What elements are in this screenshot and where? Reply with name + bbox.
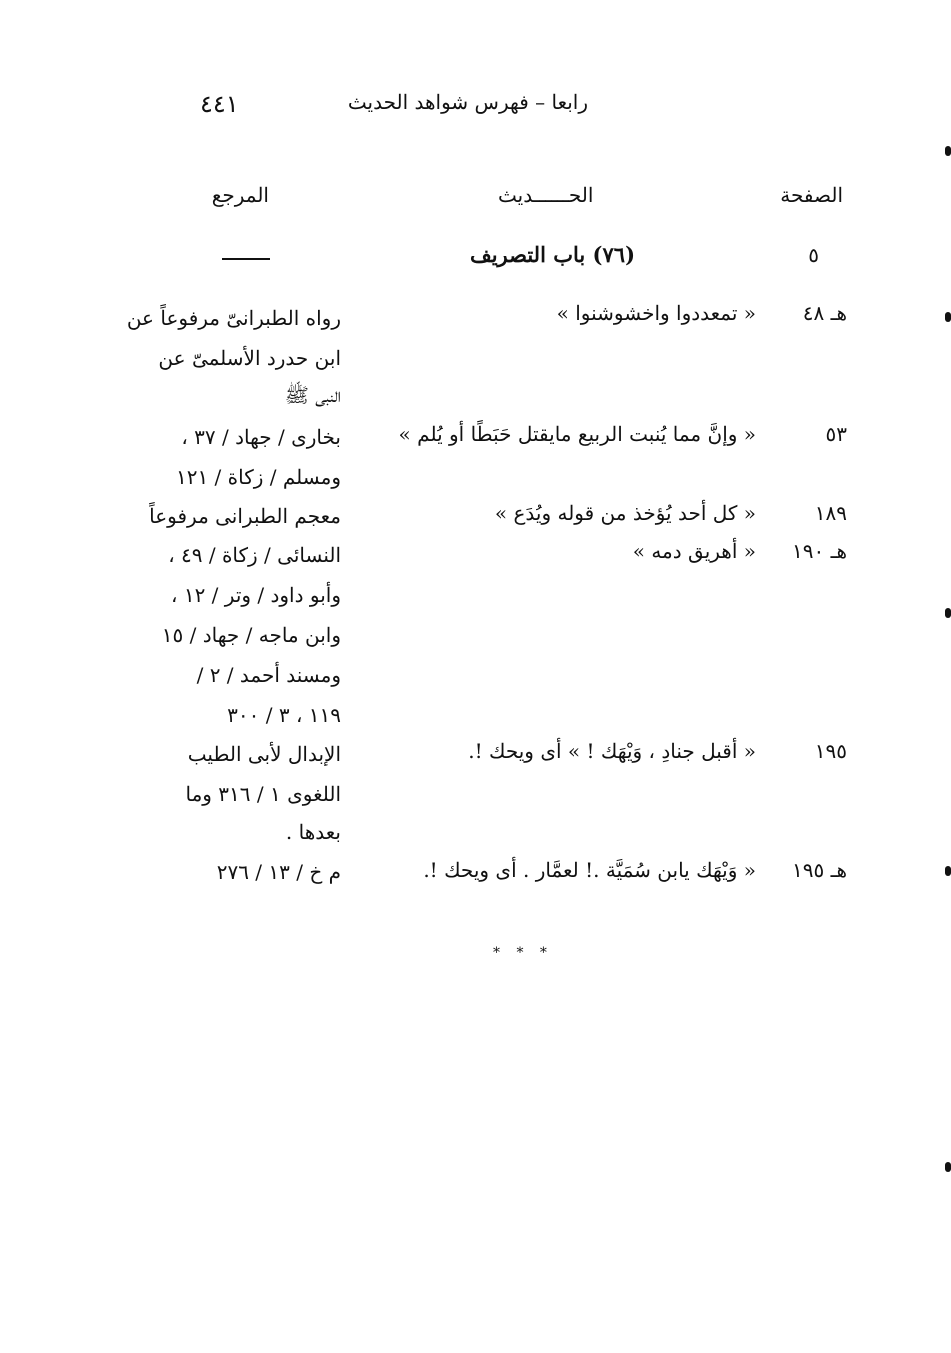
entry-page: ١٨٩ [814,501,847,525]
column-header-reference: المرجع [211,183,269,207]
scan-edge-mark [945,608,951,618]
chapter-page: ٥ [808,243,819,267]
scan-edge-mark [945,312,951,322]
entry-hadith: « تمعددوا واخشوشنوا » [556,301,756,325]
entry-page: ١٩٥ [814,739,847,763]
entry-reference-line: الإبدال لأبى الطيب [187,742,341,766]
end-ornament: * * * [493,945,553,961]
column-header-page: الصفحة [780,183,843,207]
entry-reference-line: بعدها . [285,820,341,844]
entry-page: هـ ٤٨ [802,301,847,325]
entry-page: هـ ١٩٠ [792,539,847,563]
scan-edge-mark [945,1162,951,1172]
entry-reference-line: وأبو داود / وتر / ١٢ ، [171,583,341,607]
entry-reference-line: م خ / ١٣ / ٢٧٦ [216,860,341,884]
entry-hadith: « وإنَّ مما يُنبت الربيع مايقتل حَبَطًا أو يُلم » [398,422,756,446]
scan-edge-mark [945,146,951,156]
entry-reference-line: وابن ماجه / جهاد / ١٥ [161,623,341,647]
entry-hadith: « أقبل جنادِ ، وَيْهَك ! » أى ويحك !. [468,739,756,763]
entry-hadith: « كل أحد يُؤخذ من قوله ويُدَع » [494,501,756,525]
entry-reference-line: بخارى / جهاد / ٣٧ ، [181,425,341,449]
entry-reference-line: معجم الطبرانى مرفوعاً [149,504,341,528]
entry-hadith: « أهريق دمه » [632,539,756,563]
scan-edge-mark [945,866,951,876]
entry-page: ٥٣ [825,422,847,446]
entry-reference-line: النبى ﷺ [284,383,341,407]
reference-rule [222,258,270,260]
column-header-hadith: الحــــــديث [498,183,594,207]
entry-page: هـ ١٩٥ [792,858,847,882]
page-number: ٤٤١ [200,90,239,118]
entry-reference-line: اللغوى ١ / ٣١٦ وما [185,782,341,806]
entry-reference-line: النسائى / زكاة / ٤٩ ، [168,543,341,567]
entry-reference-line: رواه الطبرانىّ مرفوعاً عن [126,306,341,330]
entry-reference-line: ومسلم / زكاة / ١٢١ [175,465,341,489]
entry-reference-line: ابن حدرد الأسلمىّ عن [158,346,341,370]
running-title: رابعا – فهرس شواهد الحديث [347,90,588,114]
entry-reference-line: ومسند أحمد / ٢ / [196,663,341,687]
entry-reference-line: ١١٩ ، ٣ / ٣٠٠ [227,703,341,727]
chapter-title: (٧٦) باب التصريف [469,242,635,267]
entry-hadith: « وَيْهَك يابن سُمَيَّة .! لعمَّار . أى ويحك !. [423,858,756,882]
